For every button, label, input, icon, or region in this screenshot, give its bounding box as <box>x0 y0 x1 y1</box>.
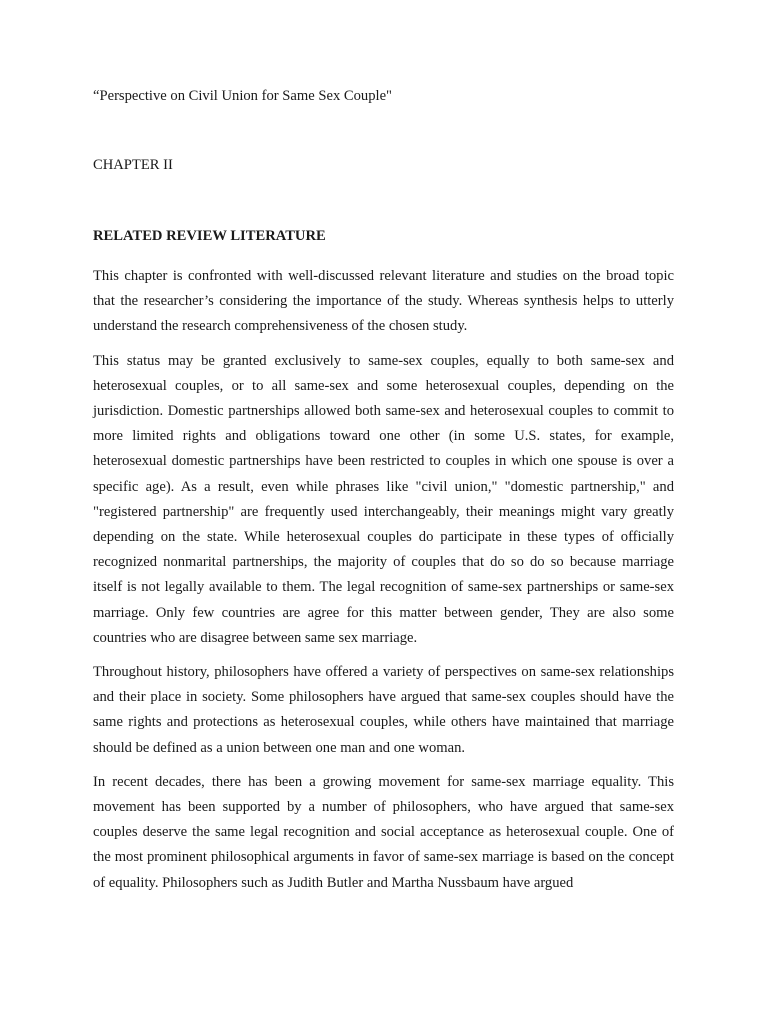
paragraph-intro: This chapter is confronted with well-discussed relevant literature and studies on the broad topic that the researcher’s considering the importance of the study. Whereas synthesis helps to utterly understand the research comprehensiveness of the chosen study. <box>93 268 674 335</box>
chapter-label: CHAPTER II <box>93 157 173 173</box>
paragraph-civil-union-status: This status may be granted exclusively to same-sex couples, equally to both same-sex and heterosexual couples, or to all same-sex and some heterosexual couples, depending on the jurisdiction. Domestic partnerships allowed both same-sex and heterosexual couples to commit to more limited rights and obligations toward one other (in some U.S. states, for example, heterosexual domestic partnerships have been restricted to couples in which one spouse is over a specific age). As a result, even while phrases like "civil union," "domestic partnership," and "registered partnership" are frequently used interchangeably, their meanings might vary greatly depending on the state. While heterosexual couples do participate in these types of officially recognized nonmarital partnerships, the majority of couples that do so do so because marriage itself is not legally available to them. The legal recognition of same-sex partnerships or same-sex marriage. Only few countries are agree for this matter between gender, They are also some countries who are disagree between same sex marriage. <box>93 352 674 646</box>
body-text <box>93 264 674 905</box>
paragraph-recent-decades: In recent decades, there has been a growing movement for same-sex marriage equality. This movement has been supported by a number of philosophers, who have argued that same-sex couples deserve the same legal recognition and social acceptance as heterosexual couple. One of the most prominent philosophical arguments in favor of same-sex marriage is based on the concept of equality. Philosophers such as Judith Butler and Martha Nussbaum have argued <box>93 773 674 891</box>
section-heading: RELATED REVIEW LITERATURE <box>93 228 326 244</box>
paragraph-philosophers-history: Throughout history, philosophers have offered a variety of perspectives on same-sex relationships and their place in society. Some philosophers have argued that same-sex couples should have the same rights and protections as heterosexual couples, while others have maintained that marriage should be defined as a union between one man and one woman. <box>93 664 674 756</box>
document-title: “Perspective on Civil Union for Same Sex Couple" <box>93 88 393 104</box>
